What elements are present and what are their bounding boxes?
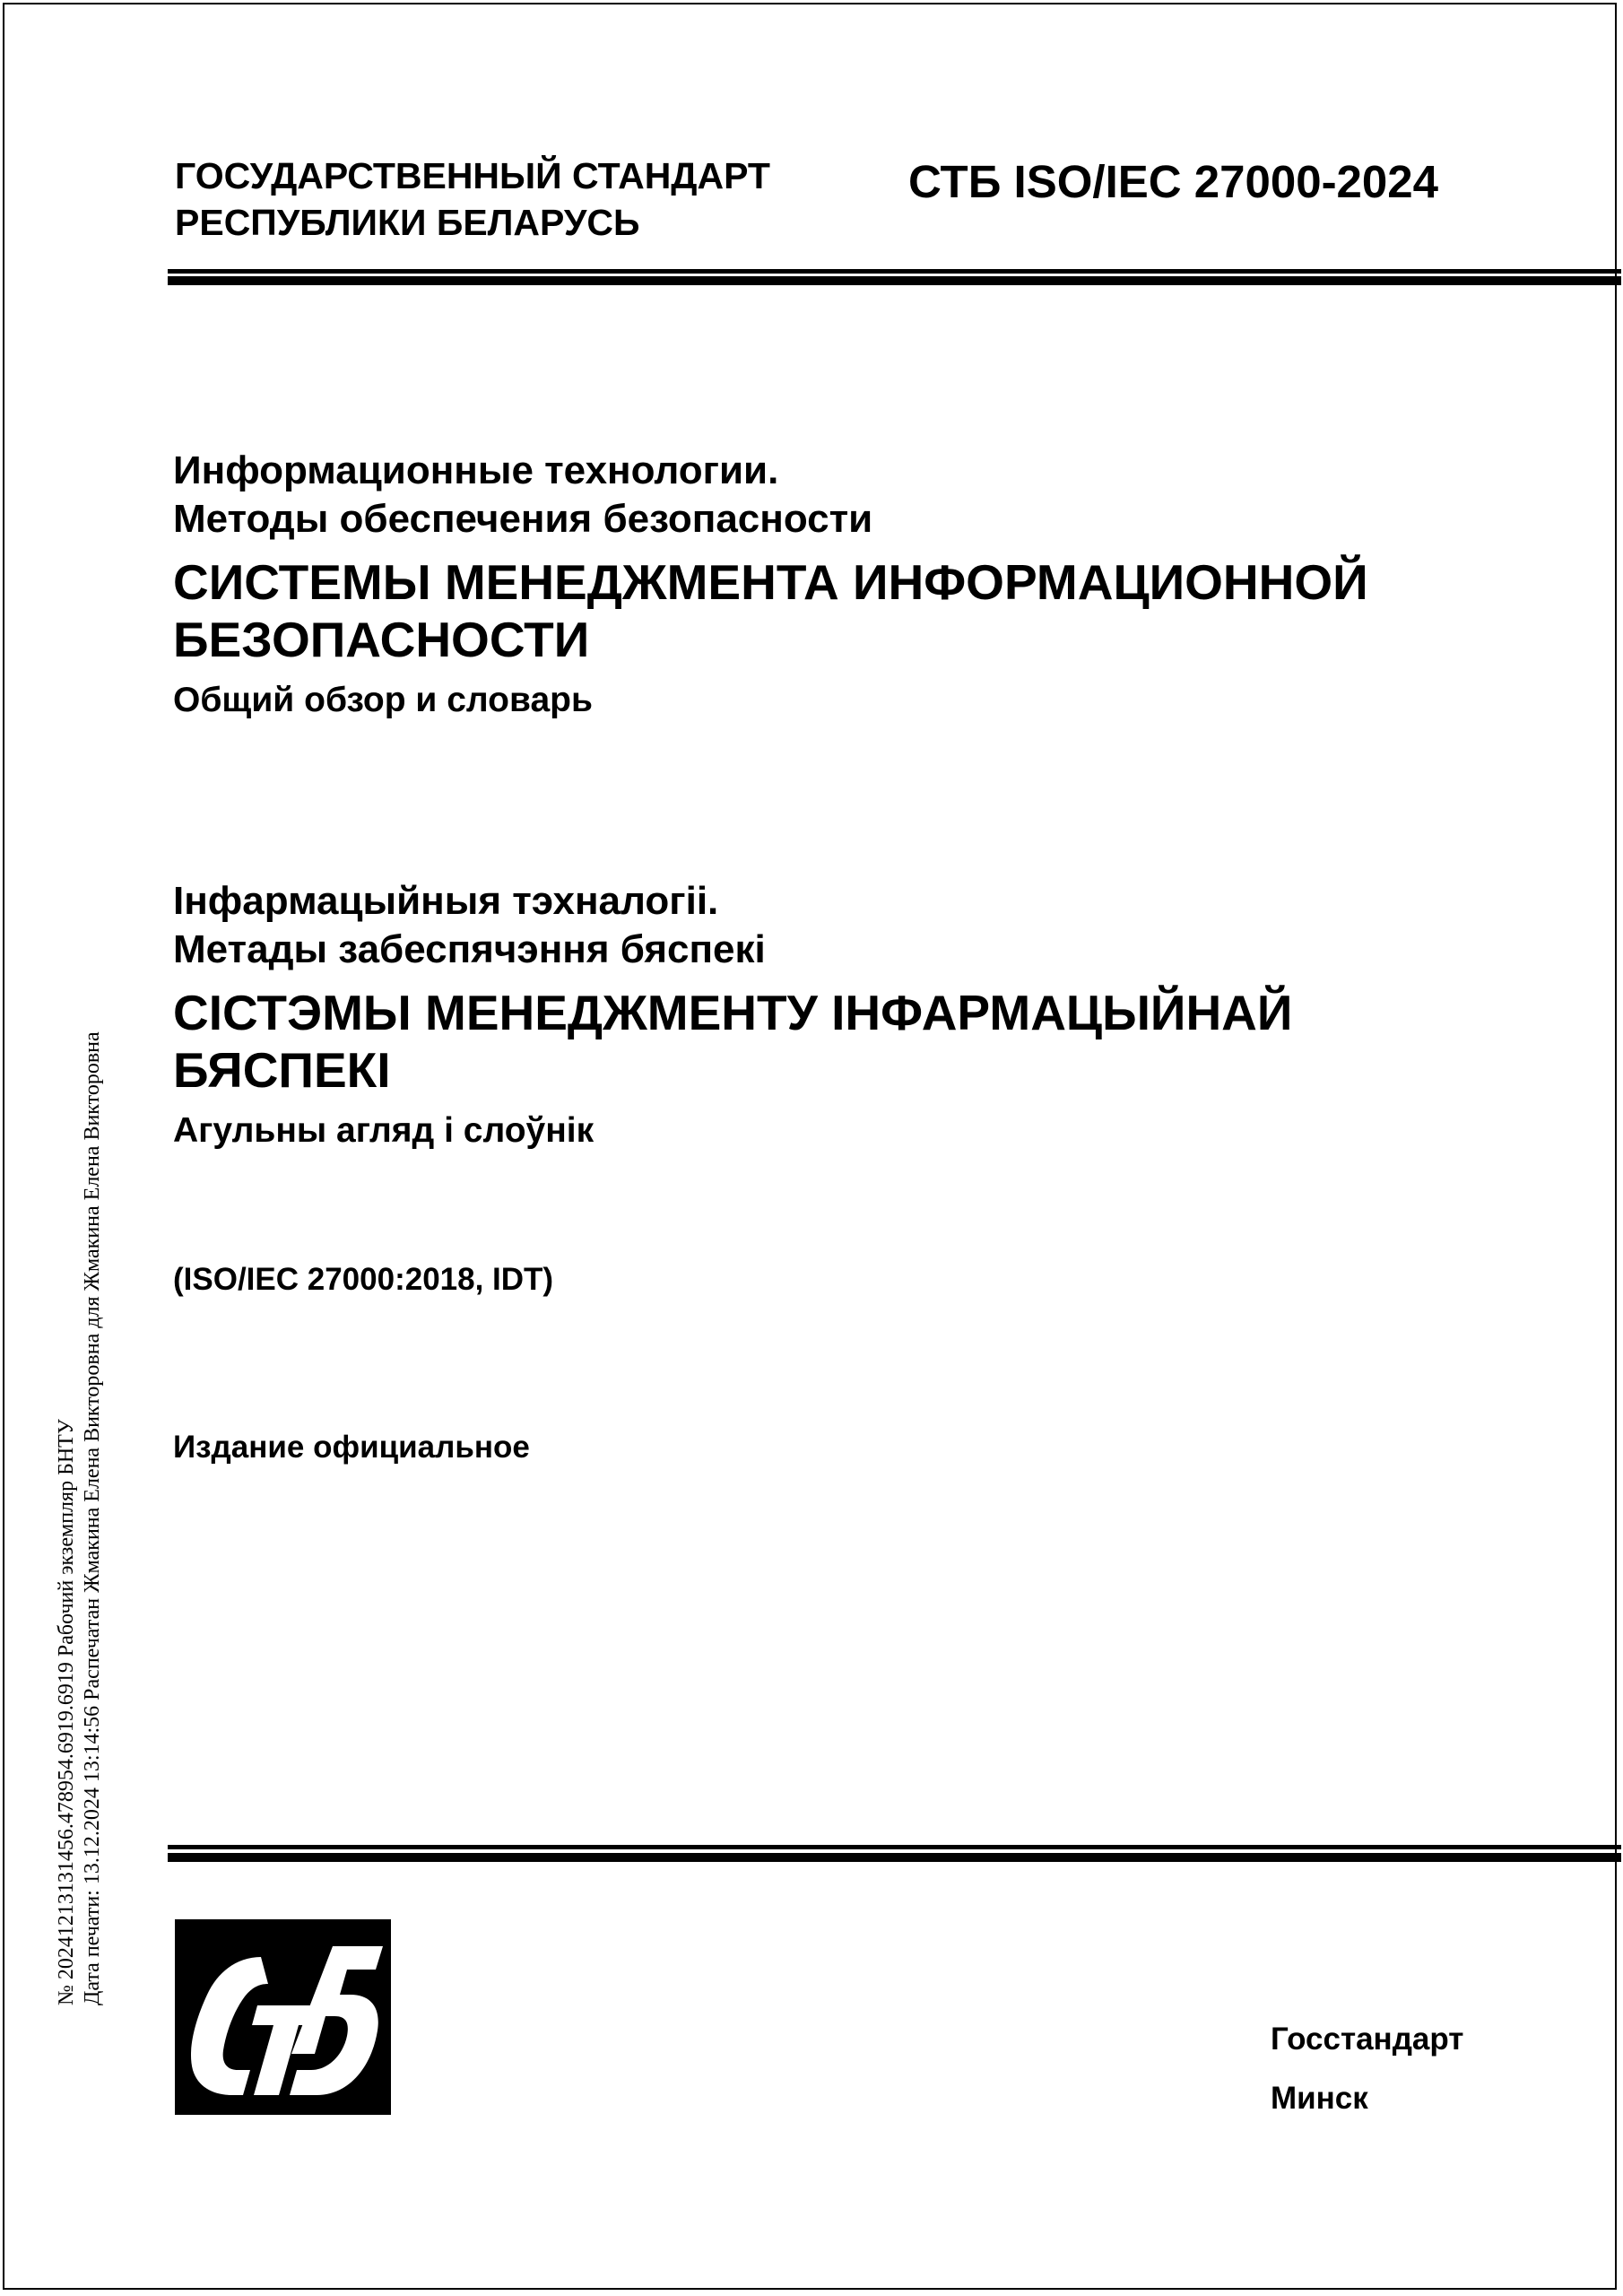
print-stamp [54, 633, 106, 2005]
header-organization [175, 152, 770, 246]
publisher-name: Госстандарт [1271, 2022, 1464, 2057]
title-be-line-1: Інфармацыйныя тэхналогіі. [173, 879, 719, 923]
footer-rule-thin [168, 1845, 1621, 1849]
title-ru-line-2: Методы обеспечения безопасности [173, 497, 873, 541]
print-stamp-line-2: Дата печати: 13.12.2024 13:14:56 Распечатан Жмакина Елена Викторовна для Жмакина Елена Викторовна [81, 1031, 104, 2005]
edition-note: Издание официальное [173, 1430, 530, 1465]
title-ru-main-line-2: БЕЗОПАСНОСТИ [173, 612, 590, 667]
org-line-1: ГОСУДАРСТВЕННЫЙ СТАНДАРТ [175, 155, 770, 196]
stb-logo [175, 1919, 391, 2115]
title-be-part: Агульны агляд і слоўнік [173, 1111, 595, 1150]
header-rule-thin [168, 269, 1621, 274]
title-ru-part: Общий обзор и словарь [173, 681, 593, 719]
footer-rule-thick [168, 1853, 1621, 1862]
title-ru-main-line-1: СИСТЕМЫ МЕНЕДЖМЕНТА ИНФОРМАЦИОННОЙ [173, 554, 1368, 610]
header-rule-thick [168, 276, 1621, 285]
print-stamp-line-1: № 20241213131456.478954.6919.6919 Рабочий экземпляр БНТУ [55, 1419, 78, 2005]
title-ru-line-1: Информационные технологии. [173, 448, 779, 492]
org-line-2: РЕСПУБЛИКИ БЕЛАРУСЬ [175, 202, 640, 243]
identity-note: (ISO/IEC 27000:2018, IDT) [173, 1262, 554, 1297]
title-be-main-line-1: СІСТЭМЫ МЕНЕДЖМЕНТУ ІНФАРМАЦЫЙНАЙ [173, 985, 1293, 1040]
publisher-city: Минск [1271, 2081, 1368, 2116]
title-be-main-line-2: БЯСПЕКІ [173, 1042, 391, 1098]
standard-designation: СТБ ISO/IEC 27000-2024 [908, 156, 1439, 207]
title-be-line-2: Метады забеспячэння бяспекі [173, 927, 766, 971]
